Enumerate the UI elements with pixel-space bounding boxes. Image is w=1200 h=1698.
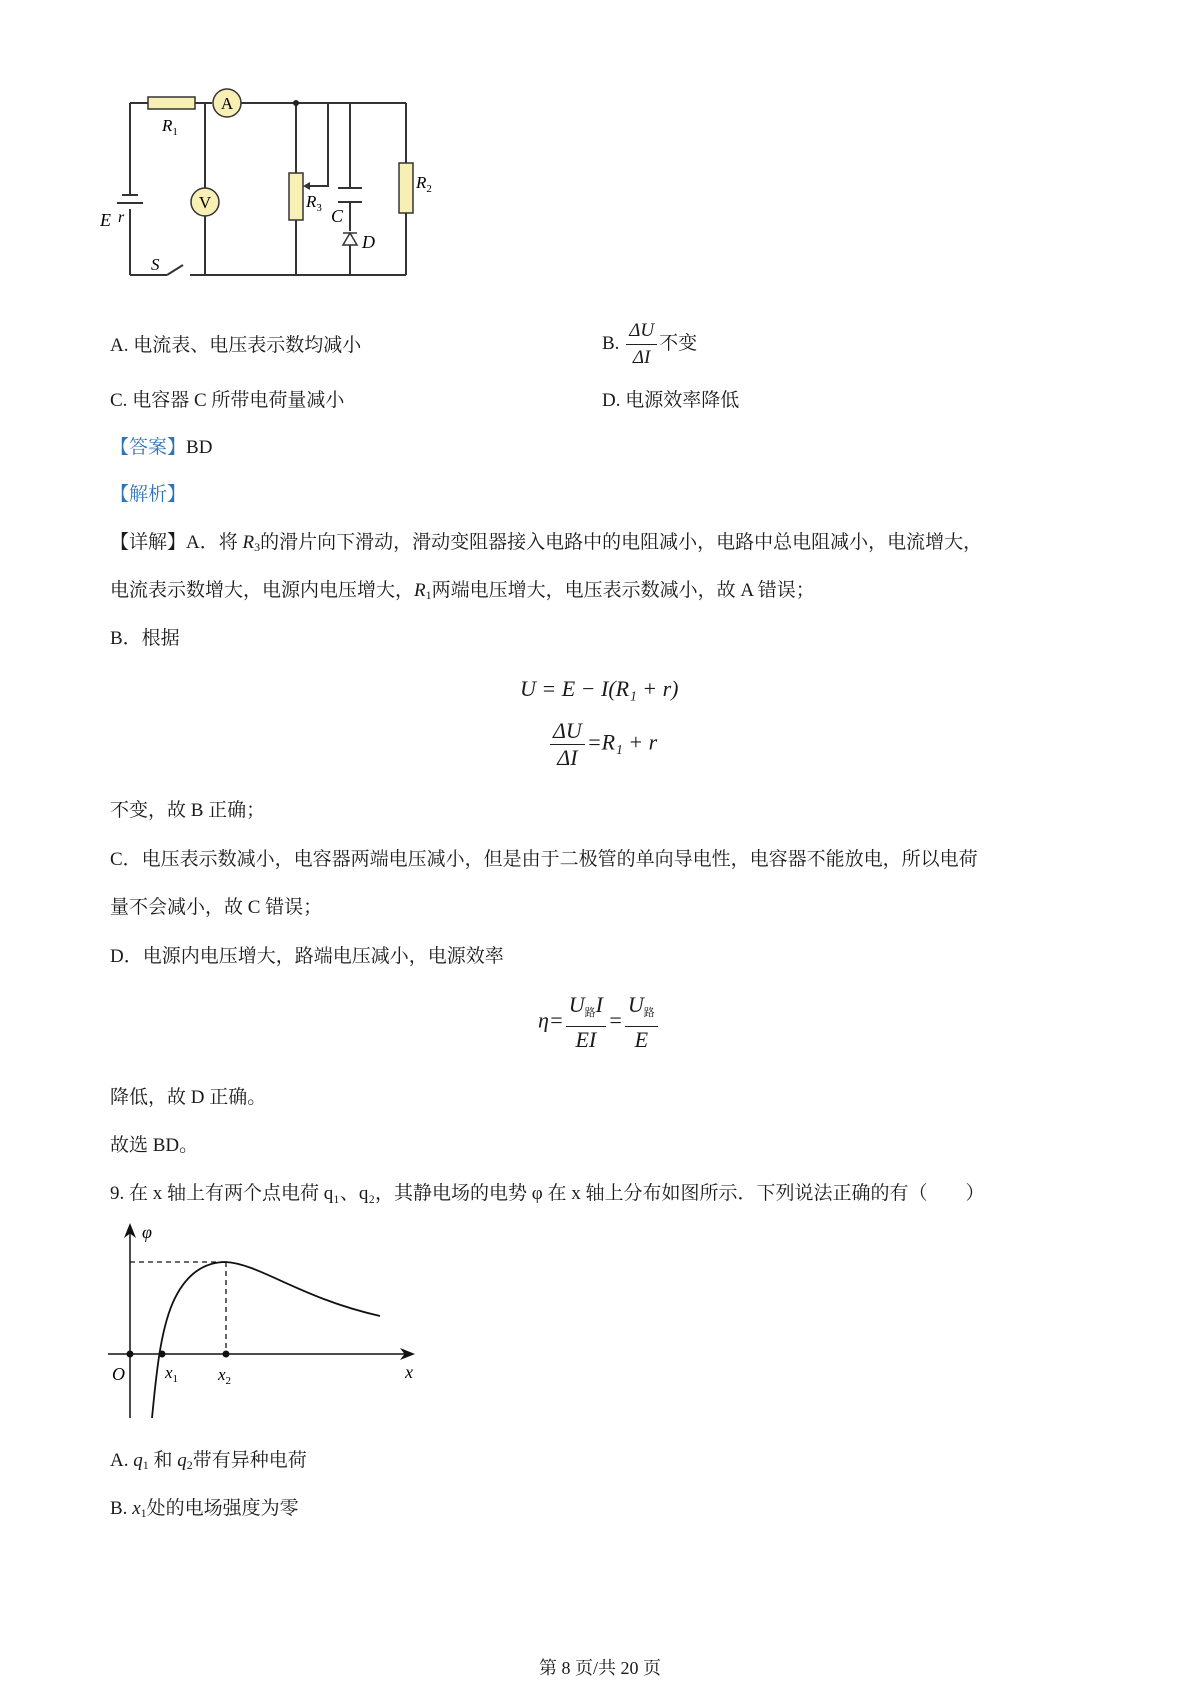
final-answer: 故选 BD。 [110, 1135, 199, 1156]
answer-label: 【答案】 [110, 437, 187, 458]
detail-c-line1: C．电压表示数减小，电容器两端电压减小，但是由于二极管的单向导电性，电容器不能放电，所以电荷 [110, 849, 978, 870]
x1-label: $x_1$ [165, 1363, 179, 1385]
diode-label: D [362, 232, 375, 252]
detail-b-conclusion: 不变，故 B 正确； [110, 800, 266, 821]
page-number: 第 8 页/共 20 页 [538, 1658, 661, 1678]
detail-c-line2: 量不会减小，故 C 错误； [110, 897, 323, 918]
x-axis-label: x [405, 1362, 413, 1382]
option-letter: B. [602, 332, 620, 354]
equation-3: η= $\frac{\text{U路I}}{EI}$ = $\frac{\text{U路}}{E}$ [538, 992, 660, 1053]
option-text: 不变 [659, 332, 698, 354]
junction-dot [293, 100, 299, 106]
fraction: $\frac{\Delta U}{\Delta I}$ [626, 318, 657, 371]
option-b [602, 318, 697, 371]
potential-curve [152, 1262, 380, 1418]
r3-label: $R_3$ [306, 192, 322, 214]
x2-point [223, 1351, 230, 1358]
option-d [602, 388, 739, 414]
origin-label: O [112, 1364, 125, 1384]
q9-option-b: B. $x_1$处的电场强度为零 [110, 1498, 299, 1520]
diode-icon [343, 233, 357, 245]
answer-line [110, 435, 212, 461]
detail-a-line1: 【详解】A．将 $R_3$的滑片向下滑动，滑动变阻器接入电路中的电阻减小，电路中总电阻减小，电流增大， [110, 532, 983, 554]
rheostat-r3 [289, 173, 303, 220]
option-text: 电源效率降低 [625, 390, 740, 411]
detail-d-line: D．电源内电压增大，路端电压减小，电源效率 [110, 946, 504, 967]
r2-label: $R_2$ [416, 173, 432, 195]
x1-point [159, 1351, 166, 1358]
x2-label: $x_2$ [218, 1365, 232, 1387]
potential-graph [100, 1218, 430, 1418]
option-c [110, 388, 344, 414]
switch-label: S [151, 255, 160, 274]
r1-label: $R_1$ [162, 116, 178, 138]
slider-arrow-icon [303, 182, 310, 190]
internal-resistance-label: r [118, 209, 125, 226]
resistor-r2 [399, 163, 413, 213]
detail-a-line2: 电流表示数增大，电源内电压增大，$R_1$两端电压增大，电压表示数减小，故 A 错误； [110, 580, 815, 602]
detail-d-conclusion: 降低，故 D 正确。 [110, 1087, 267, 1108]
option-a [110, 333, 361, 359]
answer-value: BD [186, 437, 213, 458]
option-text: 电流表、电压表示数均减小 [133, 335, 362, 356]
equation-2: $\frac{\Delta U}{\Delta I}$ =R₁ + r [548, 718, 657, 771]
slider-wire [306, 103, 328, 186]
analysis-label: 【解析】 [110, 484, 187, 505]
resistor-r1 [148, 97, 195, 109]
ammeter-label: A [220, 94, 234, 113]
voltmeter-label: V [198, 193, 212, 212]
y-axis-label: φ [142, 1222, 152, 1242]
option-letter: D. [602, 390, 621, 411]
capacitor-label: C [331, 206, 344, 226]
equation-1: U = E − I(R₁ + r) [520, 676, 679, 701]
option-text: 电容器 C 所带电荷量减小 [132, 390, 345, 411]
q9-option-a: A. $q_1$ 和 $q_2$带有异种电荷 [110, 1450, 307, 1472]
emf-label: E [100, 210, 111, 230]
circuit-diagram [100, 85, 460, 295]
switch-blade [167, 265, 183, 275]
origin-point [127, 1351, 134, 1358]
option-letter: A. [110, 335, 129, 356]
q9-stem: 9. 在 x 轴上有两个点电荷 q₁、q₂，其静电场的电势 φ 在 x 轴上分布如图所示．下列说法正确的有（ ） [110, 1183, 985, 1204]
detail-b-line: B．根据 [110, 628, 180, 649]
option-letter: C. [110, 390, 128, 411]
